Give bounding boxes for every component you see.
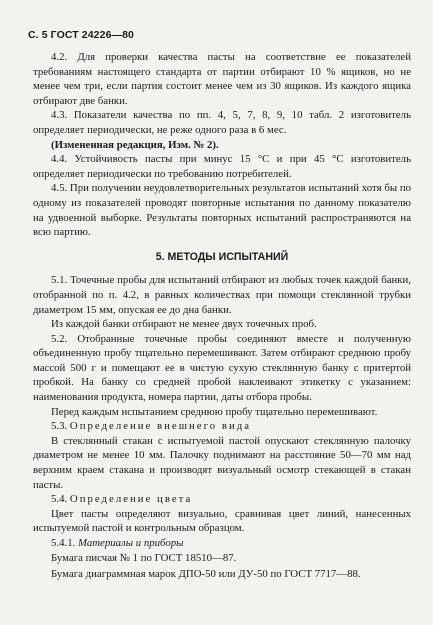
paragraph-5-1: 5.1. Точечные пробы для испытаний отбирают из любых точек каждой банки, отобранной по п. 4.2, в равных количествах при помощи стеклянной трубки диаметром 15 мм, опуская ее до дна банки. xyxy=(33,274,411,316)
edit-note: (Измененная редакция, Изм. № 2). xyxy=(51,138,219,151)
paragraph-5-4: Цвет пасты определяют визуально, сравнивая цвет линий, нанесенных испытуемой пастой и контрольным образцом. xyxy=(33,507,411,535)
heading-5-4-1-number: 5.4.1. xyxy=(51,537,76,549)
document-body xyxy=(33,50,411,582)
heading-5-3 xyxy=(33,419,411,434)
heading-5-3-title: Определение внешнего вида xyxy=(69,420,252,433)
paragraph-4-3: 4.3. Показатели качества по пп. 4, 5, 7, 8, 9, 10 табл. 2 изготовитель определяет периодически, не реже одного раза в 6 мес. xyxy=(33,109,411,136)
heading-5-4-title: Определение цвета xyxy=(69,493,193,506)
paragraph-5-2: 5.2. Отобранные точечные пробы соединяют вместе и полученную объединенную пробу тщательно перемешивают. Затем отбирают среднюю пробу массой 500 г и помещают ее в чистую сухую стеклянную банку с притертой пробкой. На банку со средней пробой наклеивают этикетку с указанием: наименования продукта, номера партии, даты отбора пробы. xyxy=(33,332,411,404)
paragraph-4-2: 4.2. Для проверки качества пасты на соответствие ее показателей требованиям настоящего стандарта от партии отбирают 10 % ящиков, но не менее чем три, если партия состоит менее чем из 30 ящиков. Из каждого ящика отбирают две банки. xyxy=(33,51,411,107)
heading-5-4-1-title: Материалы и приборы xyxy=(78,537,184,549)
paragraph-5-2-b: Перед каждым испытанием среднюю пробу тщательно перемешивают. xyxy=(51,405,378,418)
heading-5-4-number: 5.4. xyxy=(51,493,68,506)
paragraph-5-1-b: Из каждой банки отбирают не менее двух точечных проб. xyxy=(51,318,317,331)
heading-5-3-number: 5.3. xyxy=(51,420,68,433)
paragraph-4-5: 4.5. При получении неудовлетворительных результатов испытаний хотя бы по одному из показателей проводят повторные испытания по данному показателю на удвоенной выборке. Результаты повторных испытаний распространяются на всю партию. xyxy=(33,182,411,239)
paragraph-5-4-1-b: Бумага диаграммная марок ДПО-50 или ДУ-50 по ГОСТ 7717—88. xyxy=(51,568,361,581)
paragraph-4-4: 4.4. Устойчивость пасты при минус 15 °С и при 45 °С изготовитель определяет периодически по требованию потребителей. xyxy=(33,153,411,180)
heading-5-4-1 xyxy=(33,536,411,551)
paragraph-5-3: В стеклянный стакан с испытуемой пастой опускают стеклянную палочку диаметром не менее 10 мм. Палочку поднимают на расстояние 50—70 мм над верхним краем стакана и производят визуальный осмотр стекающей в стакан пасты. xyxy=(33,434,411,491)
page-header: С. 5 ГОСТ 24226—80 xyxy=(28,29,134,41)
paragraph-5-4-1-a: Бумага писчая № 1 по ГОСТ 18510—87. xyxy=(51,551,237,564)
section-title: 5. МЕТОДЫ ИСПЫТАНИЙ xyxy=(155,250,289,263)
heading-5-4 xyxy=(33,492,411,507)
